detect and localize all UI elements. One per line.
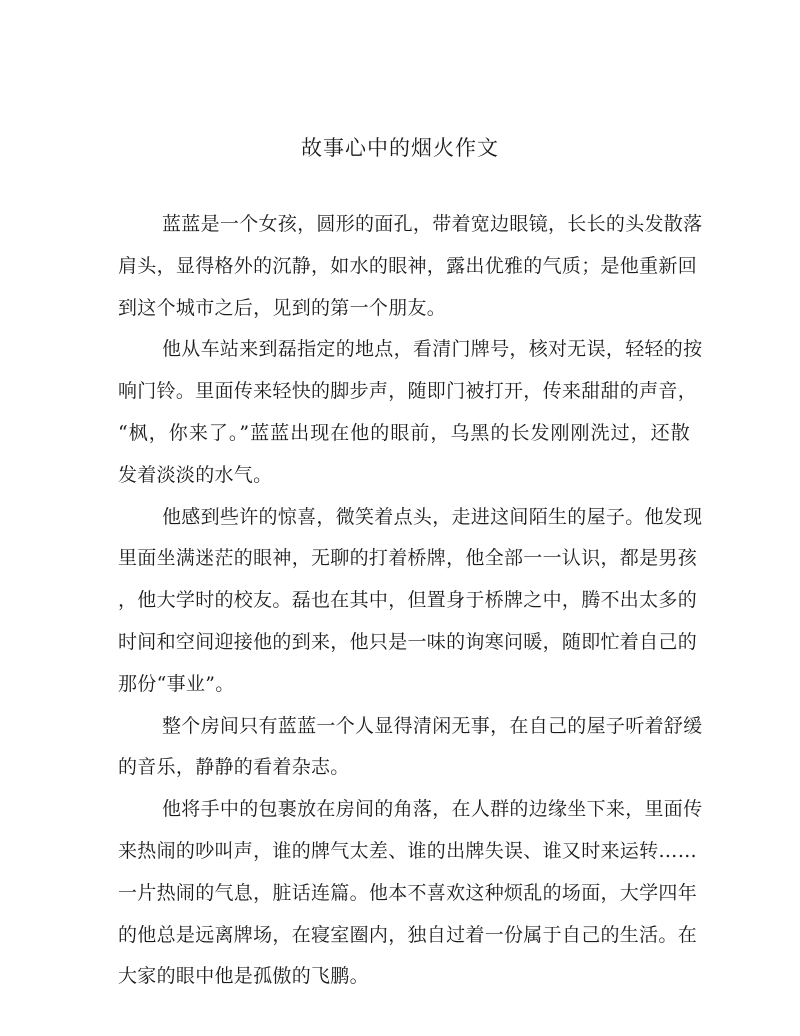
text-line: 里面坐满迷茫的眼神，无聊的打着桥牌，他全部一一认识，都是男孩	[118, 547, 698, 570]
text-line: 他将手中的包裹放在房间的角落，在人群的边缘坐下来，里面传	[162, 798, 703, 821]
text-line: 肩头，显得格外的沉静，如水的眼神，露出优雅的气质；是他重新回	[118, 254, 698, 277]
text-line: 整个房间只有蓝蓝一个人显得清闲无事，在自己的屋子听着舒缓	[162, 714, 703, 737]
text-line: ，他大学时的校友。磊也在其中，但置身于桥牌之中，腾不出太多的	[118, 589, 698, 612]
text-line: 他从车站来到磊指定的地点，看清门牌号，核对无误，轻轻的按	[162, 338, 703, 361]
text-line: 发着淡淡的水气。	[118, 463, 273, 486]
text-line: 蓝蓝是一个女孩，圆形的面孔，带着宽边眼镜，长长的头发散落	[162, 213, 703, 235]
text-line: 到这个城市之后，见到的第一个朋友。	[118, 296, 447, 319]
document-title: 故事心中的烟火作文	[301, 136, 499, 160]
text-line: 时间和空间迎接他的到来，他只是一味的询寒问暖，随即忙着自己的	[118, 630, 698, 653]
text-line: “枫，你来了。”蓝蓝出现在他的眼前，乌黑的长发刚刚洗过，还散	[118, 421, 690, 444]
text-line: 他感到些许的惊喜，微笑着点头，走进这间陌生的屋子。他发现	[162, 505, 703, 528]
text-line: 大家的眼中他是孤傲的飞鹏。	[118, 965, 369, 988]
document-body	[118, 204, 703, 998]
text-line: 响门铃。里面传来轻快的脚步声，随即门被打开，传来甜甜的声音，	[118, 380, 698, 403]
text-line: 来热闹的吵叫声，谁的牌气太差、谁的出牌失误、谁又时来运转……	[118, 839, 698, 862]
text-line: 的音乐，静静的看着杂志。	[118, 756, 350, 779]
text-line: 一片热闹的气息，脏话连篇。他本不喜欢这种烦乱的场面，大学四年	[118, 881, 698, 904]
text-line: 的他总是远离牌场，在寝室圈内，独自过着一份属于自己的生活。在	[118, 923, 698, 946]
text-line: 那份“事业”。	[118, 672, 235, 695]
